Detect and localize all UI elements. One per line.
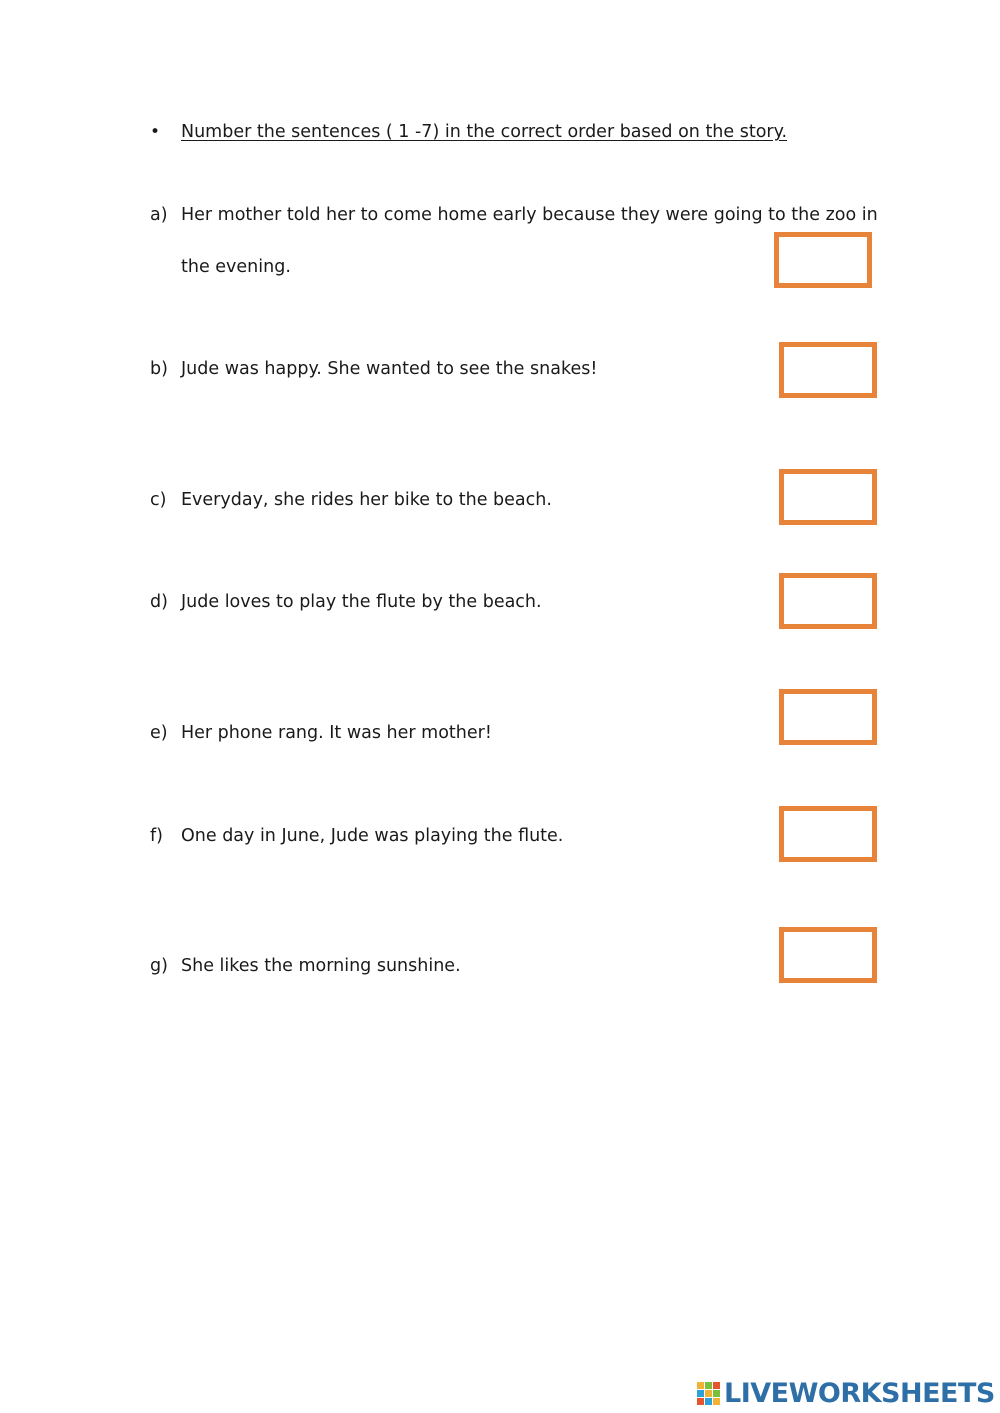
answer-box-d[interactable] — [779, 573, 877, 629]
sentence-text: She likes the morning sunshine. — [181, 956, 461, 976]
sentence-text-line-1: Her mother told her to come home early because they were going to the zoo in — [181, 205, 878, 225]
instruction-text: Number the sentences ( 1 -7) in the correct order based on the story. — [181, 122, 788, 142]
sentence-letter: g) — [150, 956, 168, 976]
sentence-text: One day in June, Jude was playing the flute. — [181, 826, 564, 846]
answer-box-b[interactable] — [779, 342, 877, 398]
sentence-letter: f) — [150, 826, 163, 846]
answer-box-f[interactable] — [779, 806, 877, 862]
liveworksheets-brand — [697, 1377, 993, 1411]
sentence-letter: c) — [150, 490, 167, 510]
answer-box-g[interactable] — [779, 927, 877, 983]
sentence-text: Her phone rang. It was her mother! — [181, 723, 492, 743]
sentence-text: Jude was happy. She wanted to see the snakes! — [181, 359, 598, 379]
sentence-letter: b) — [150, 359, 168, 379]
sentence-letter: e) — [150, 723, 168, 743]
liveworksheets-logo-icon — [697, 1382, 721, 1406]
sentence-letter: d) — [150, 592, 168, 612]
brand-text: LIVEWORKSHEETS — [724, 1378, 995, 1409]
bullet-icon: • — [150, 122, 161, 142]
sentence-text-line-2: the evening. — [181, 257, 291, 277]
sentence-text: Jude loves to play the flute by the beach. — [181, 592, 542, 612]
sentence-text: Everyday, she rides her bike to the beach. — [181, 490, 552, 510]
sentence-letter: a) — [150, 205, 168, 225]
answer-box-a[interactable] — [774, 232, 872, 288]
answer-box-e[interactable] — [779, 689, 877, 745]
answer-box-c[interactable] — [779, 469, 877, 525]
